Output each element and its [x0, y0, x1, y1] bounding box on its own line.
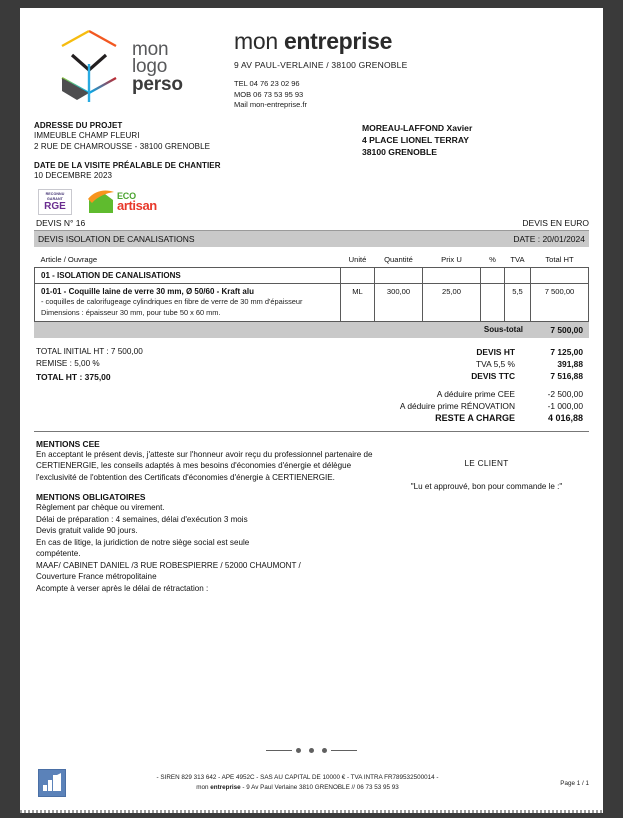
label-tva: TVA 5,5 %: [476, 359, 515, 370]
brand-logo: [34, 24, 224, 110]
signature-title: LE CLIENT: [464, 458, 509, 468]
col-quantite: Quantité: [384, 255, 413, 265]
devis-title-bar: [34, 230, 589, 247]
value-prime-renovation: -1 000,00: [547, 400, 583, 411]
mentions-obl-line-1: Règlement par chèque ou virement.: [36, 503, 165, 513]
col-unite: Unité: [348, 255, 367, 265]
total-line-devis-ttc: [284, 370, 589, 382]
client-block: [334, 121, 589, 181]
spacer: [36, 483, 384, 492]
subtotal-label: Sous-total: [483, 324, 523, 334]
addresses-section: [20, 115, 603, 181]
footer-legal-text: [66, 773, 529, 793]
hexagon-logo-icon: [52, 24, 126, 110]
total-line-devis-ht: [284, 346, 589, 358]
category-quantite: [375, 268, 423, 284]
mentions-cee-body: En acceptant le présent devis, j'atteste sur l'honneur avoir reçu du professionnel partenaire de CERTIENERGIE, les conseils adaptés à mes besoins d'économies d'énergie et délègue l'exclusivité de l'obtention des Certificats d'économies d'énergie à CERTIENERGIE.: [36, 449, 373, 482]
document-header: [20, 8, 603, 115]
items-table: [34, 253, 589, 322]
spacer: [34, 152, 334, 161]
eco-house-icon: [86, 189, 116, 215]
rge-badge-icon: [38, 189, 72, 215]
mentions-obl-line-6: MAAF/ CABINET DANIEL /3 RUE ROBESPIERRE / 52000 CHAUMONT /: [36, 560, 301, 570]
mentions-obl-line-5: compétente.: [36, 549, 81, 559]
label-prime-cee: A déduire prime CEE: [436, 388, 515, 399]
footer-legal-line-1: - SIREN 829 313 642 - APE 4952C - SAS AU CAPITAL DE 10000 € - TVA INTRA FR789532500014 -: [156, 774, 439, 782]
remise: REMISE : 5,00 %: [36, 359, 100, 369]
totals-right-column: [284, 346, 589, 425]
item-description-cell: [35, 284, 341, 322]
mentions-obl-line-3: Devis gratuit valide 90 jours.: [36, 526, 138, 536]
document-page: [20, 8, 603, 813]
category-tva: [505, 268, 531, 284]
company-block: [224, 24, 589, 111]
value-devis-ht: 7 125,00: [550, 346, 583, 357]
footer-legal-line-2: [66, 783, 529, 793]
project-address-label: ADRESSE DU PROJET: [34, 120, 123, 130]
item-desc-2: Dimensions : épaisseur 30 mm, pour tube 50 x 60 mm.: [41, 308, 221, 317]
company-name-light: mon: [234, 28, 284, 54]
subtotal-value: 7 500,00: [550, 324, 583, 335]
mentions-left: [36, 439, 384, 594]
project-address-line2: 2 RUE DE CHAMROUSSE - 38100 GRENOBLE: [34, 141, 211, 151]
client-city: 38100 GRENOBLE: [362, 147, 437, 158]
separator-dot: [309, 748, 314, 753]
totals-left-column: [34, 346, 284, 425]
category-label: 01 - ISOLATION DE CANALISATIONS: [41, 271, 181, 281]
col-total-ht: Total HT: [545, 255, 574, 265]
category-total: [531, 268, 589, 284]
mentions-section: [20, 432, 603, 594]
devis-currency: DEVIS EN EURO: [522, 218, 589, 229]
col-tva: TVA: [510, 255, 525, 265]
eco-badge-line1: ECO: [117, 190, 136, 201]
item-title: 01-01 - Coquille laine de verre 30 mm, Ø 50/60 - Kraft alu: [41, 287, 254, 297]
company-tel: TEL 04 76 23 02 96: [234, 79, 300, 88]
visit-date-label: DATE DE LA VISITE PRÉALABLE DE CHANTIER: [34, 160, 221, 170]
label-devis-ht: DEVIS HT: [476, 346, 515, 357]
label-prime-renovation: A déduire prime RÉNOVATION: [399, 400, 515, 411]
total-line-prime-renovation: [284, 400, 589, 412]
category-prix: [423, 268, 481, 284]
footer-logo-icon: [38, 769, 66, 797]
rge-badge-label: RGE: [44, 200, 66, 212]
footer-dotted-border: [20, 810, 603, 813]
col-article: Article / Ouvrage: [40, 255, 98, 265]
separator-dot: [322, 748, 327, 753]
footer-company-light: mon: [196, 784, 211, 791]
totals-section: [20, 338, 603, 425]
mentions-obl-line-2: Délai de préparation : 4 semaines, délai d'exécution 3 mois: [36, 514, 248, 524]
label-devis-ttc: DEVIS TTC: [471, 371, 515, 382]
value-devis-ttc: 7 516,88: [550, 371, 583, 382]
mentions-obl-line-7: Couverture France métropolitaine: [36, 572, 157, 582]
decorative-separator: [20, 748, 603, 753]
subtotal-row: [34, 322, 589, 338]
value-prime-cee: -2 500,00: [547, 388, 583, 399]
total-initial-ht: TOTAL INITIAL HT : 7 500,00: [36, 346, 143, 356]
project-address-line1: IMMEUBLE CHAMP FLEURI: [34, 130, 140, 140]
footer-company-rest: - 9 Av Paul Verlaine 3810 GRENOBLE // 06 73 53 95 93: [240, 784, 399, 791]
item-percent: [481, 284, 505, 322]
signature-block: [384, 439, 589, 594]
label-reste-a-charge: RESTE A CHARGE: [435, 412, 515, 423]
logo-line-2: logo: [132, 56, 168, 78]
rge-badge-top-text: RECONNU GARANT: [45, 192, 65, 201]
item-prix-u: 25,00: [423, 284, 481, 322]
separator-dot: [296, 748, 301, 753]
visit-date-value: 10 DECEMBRE 2023: [34, 170, 113, 180]
total-line-tva: [284, 358, 589, 370]
category-pct: [481, 268, 505, 284]
devis-number: DEVIS N° 16: [36, 218, 86, 229]
signature-quote: "Lu et approuvé, bon pour commande le :": [410, 481, 563, 491]
separator-line-right: [331, 750, 357, 751]
table-category-row: [35, 268, 589, 284]
category-unite: [341, 268, 375, 284]
item-desc-1: - coquilles de calorifugeage cylindriques en fibre de verre de 30 mm d'épaisseur: [41, 297, 303, 307]
eco-badge-line2: artisan: [117, 198, 157, 214]
company-mail: Mail mon-entreprise.fr: [234, 100, 307, 110]
devis-title: DEVIS ISOLATION DE CANALISATIONS: [38, 234, 195, 245]
mentions-cee-title: MENTIONS CEE: [36, 438, 100, 449]
eco-artisan-badge: [86, 189, 157, 215]
client-name: MOREAU-LAFFOND Xavier: [362, 122, 473, 133]
mentions-obl-body: [36, 502, 384, 594]
client-address: 4 PLACE LIONEL TERRAY: [362, 135, 469, 146]
project-block: [34, 121, 334, 181]
table-row: [35, 284, 589, 322]
mentions-obl-title: MENTIONS OBLIGATOIRES: [36, 492, 146, 503]
mentions-obl-line-4: En cas de litige, la juridiction de notre siège social est seule: [36, 537, 250, 547]
company-address: 9 AV PAUL-VERLAINE / 38100 GRENOBLE: [234, 60, 408, 70]
separator-line-left: [266, 750, 292, 751]
value-tva: 391,88: [557, 359, 583, 370]
certification-badges: [20, 181, 603, 215]
company-name-bold: entreprise: [283, 28, 393, 54]
company-contact: [234, 79, 589, 111]
item-quantite: 300,00: [375, 284, 423, 322]
logo-line-3: perso: [132, 73, 183, 95]
company-mobile: MOB 06 73 53 95 93: [234, 89, 304, 99]
document-footer: [20, 761, 603, 805]
devis-date: DATE : 20/01/2024: [513, 234, 585, 245]
value-reste-a-charge: 4 016,88: [547, 412, 583, 423]
col-percent: %: [489, 255, 496, 265]
col-prix-u: Prix U: [441, 255, 462, 265]
footer-company-bold: entreprise: [210, 784, 241, 791]
mentions-obl-line-8: Acompte à verser après le délai de rétractation :: [36, 583, 209, 593]
item-tva: 5,5: [505, 284, 531, 322]
devis-number-row: [20, 215, 603, 230]
footer-page-number: Page 1 / 1: [560, 779, 589, 787]
total-ht: TOTAL HT : 375,00: [36, 371, 111, 382]
company-name: [234, 28, 589, 55]
total-line-reste-a-charge: [284, 412, 589, 425]
total-line-prime-cee: [284, 388, 589, 400]
logo-line-1: mon: [132, 38, 169, 60]
item-total-ht: 7 500,00: [531, 284, 589, 322]
item-unite: ML: [341, 284, 375, 322]
table-header-row: [35, 253, 589, 268]
